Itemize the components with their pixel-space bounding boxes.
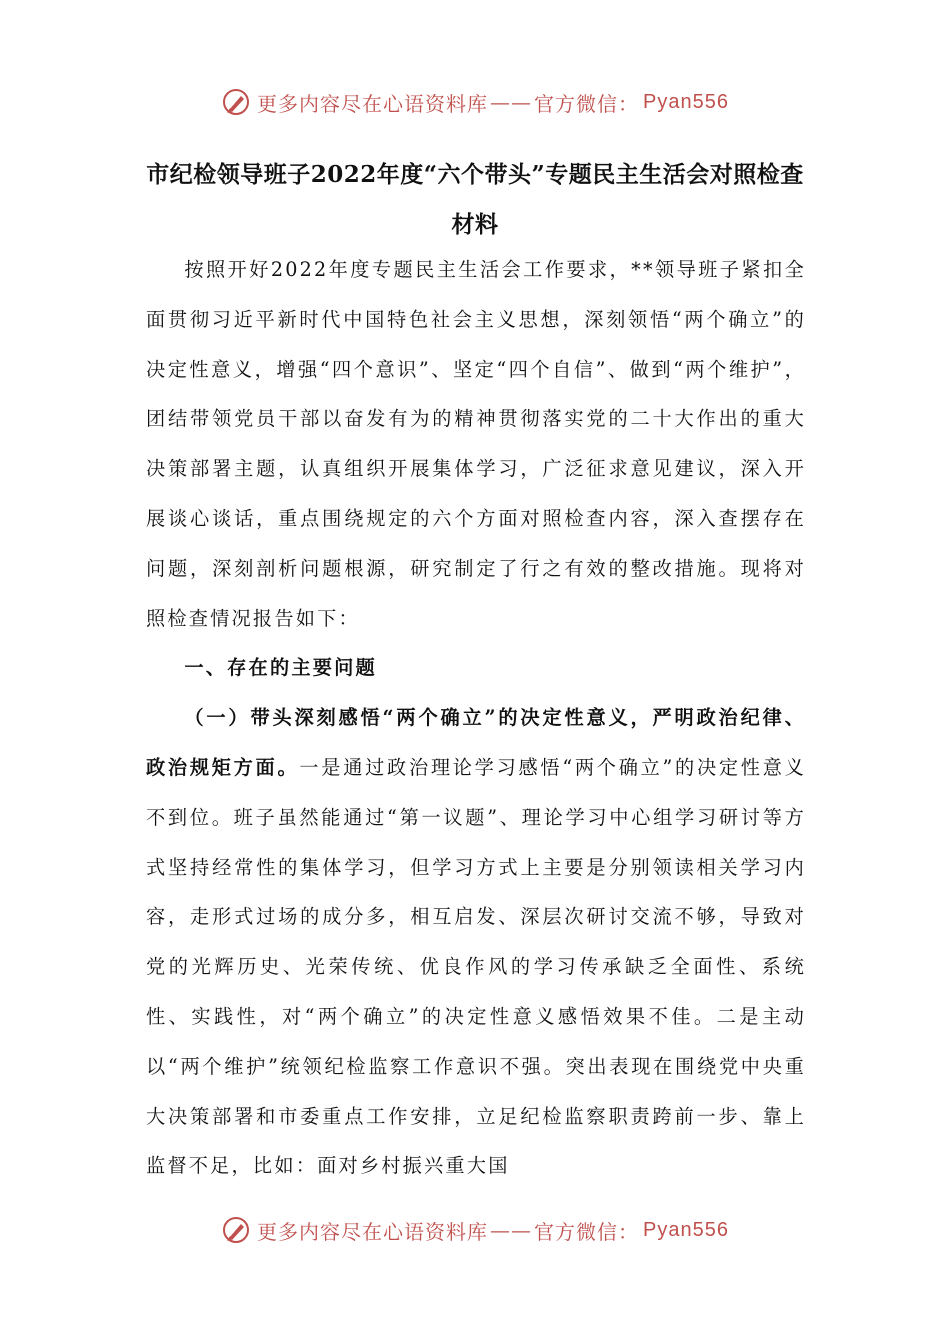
watermark-dash: —— [490,1218,533,1242]
pen-logo-icon [221,1215,251,1245]
watermark-text: 更多内容尽在心语资料库 [257,91,489,116]
watermark-text: 更多内容尽在心语资料库 [257,1219,489,1244]
watermark-id: Pyan556 [643,90,729,113]
document-title: 市纪检领导班子2022年度“六个带头”专题民主生活会对照检查材料 [146,161,804,238]
subsection-heading: （一）带头深刻感悟“两个确立”的决定性意义，严明政治纪律、政治规矩方面。 [146,706,806,779]
subsection-paragraph [146,693,806,1191]
section-heading: 一、存在的主要问题 [184,656,377,680]
watermark-label: 官方微信： [534,1219,640,1244]
watermark-label: 官方微信： [534,91,640,116]
intro-paragraph: 按照开好2022年度专题民主生活会工作要求，**领导班子紧扣全面贯彻习近平新时代中国特色社会主义思想，深刻领悟“两个确立”的决定性意义，增强“四个意识”、坚定“四个自信”、做到“两个维护”，团结带领党员干部以奋发有为的精神贯彻落实党的二十大作出的重大决策部署主题，认真组织开展集体学习，广泛征求意见建议，深入开展谈心谈话，重点围绕规定的六个方面对照检查内容，深入查摆存在问题，深刻剖析问题根源，研究制定了行之有效的整改措施。现将对照检查情况报告如下： [146,258,806,630]
document-body [146,245,806,1191]
watermark-id: Pyan556 [643,1218,729,1241]
watermark-dash: —— [490,90,533,114]
pen-logo-icon [221,87,251,117]
subsection-body: 一是通过政治理论学习感悟“两个确立”的决定性意义不到位。班子虽然能通过“第一议题”、理论学习中心组学习研讨等方式坚持经常性的集体学习，但学习方式上主要是分别领读相关学习内容，走形式过场的成分多，相互启发、深层次研讨交流不够，导致对党的光辉历史、光荣传统、优良作风的学习传承缺乏全面性、系统性、实践性，对“两个确立”的决定性意义感悟效果不佳。二是主动以“两个维护”统领纪检监察工作意识不强。突出表现在围绕党中央重大决策部署和市委重点工作安排，立足纪检监察职责跨前一步、靠上监督不足，比如：面对乡村振兴重大国 [146,755,806,1178]
watermark-footer [0,1210,950,1250]
watermark-header [0,82,950,122]
